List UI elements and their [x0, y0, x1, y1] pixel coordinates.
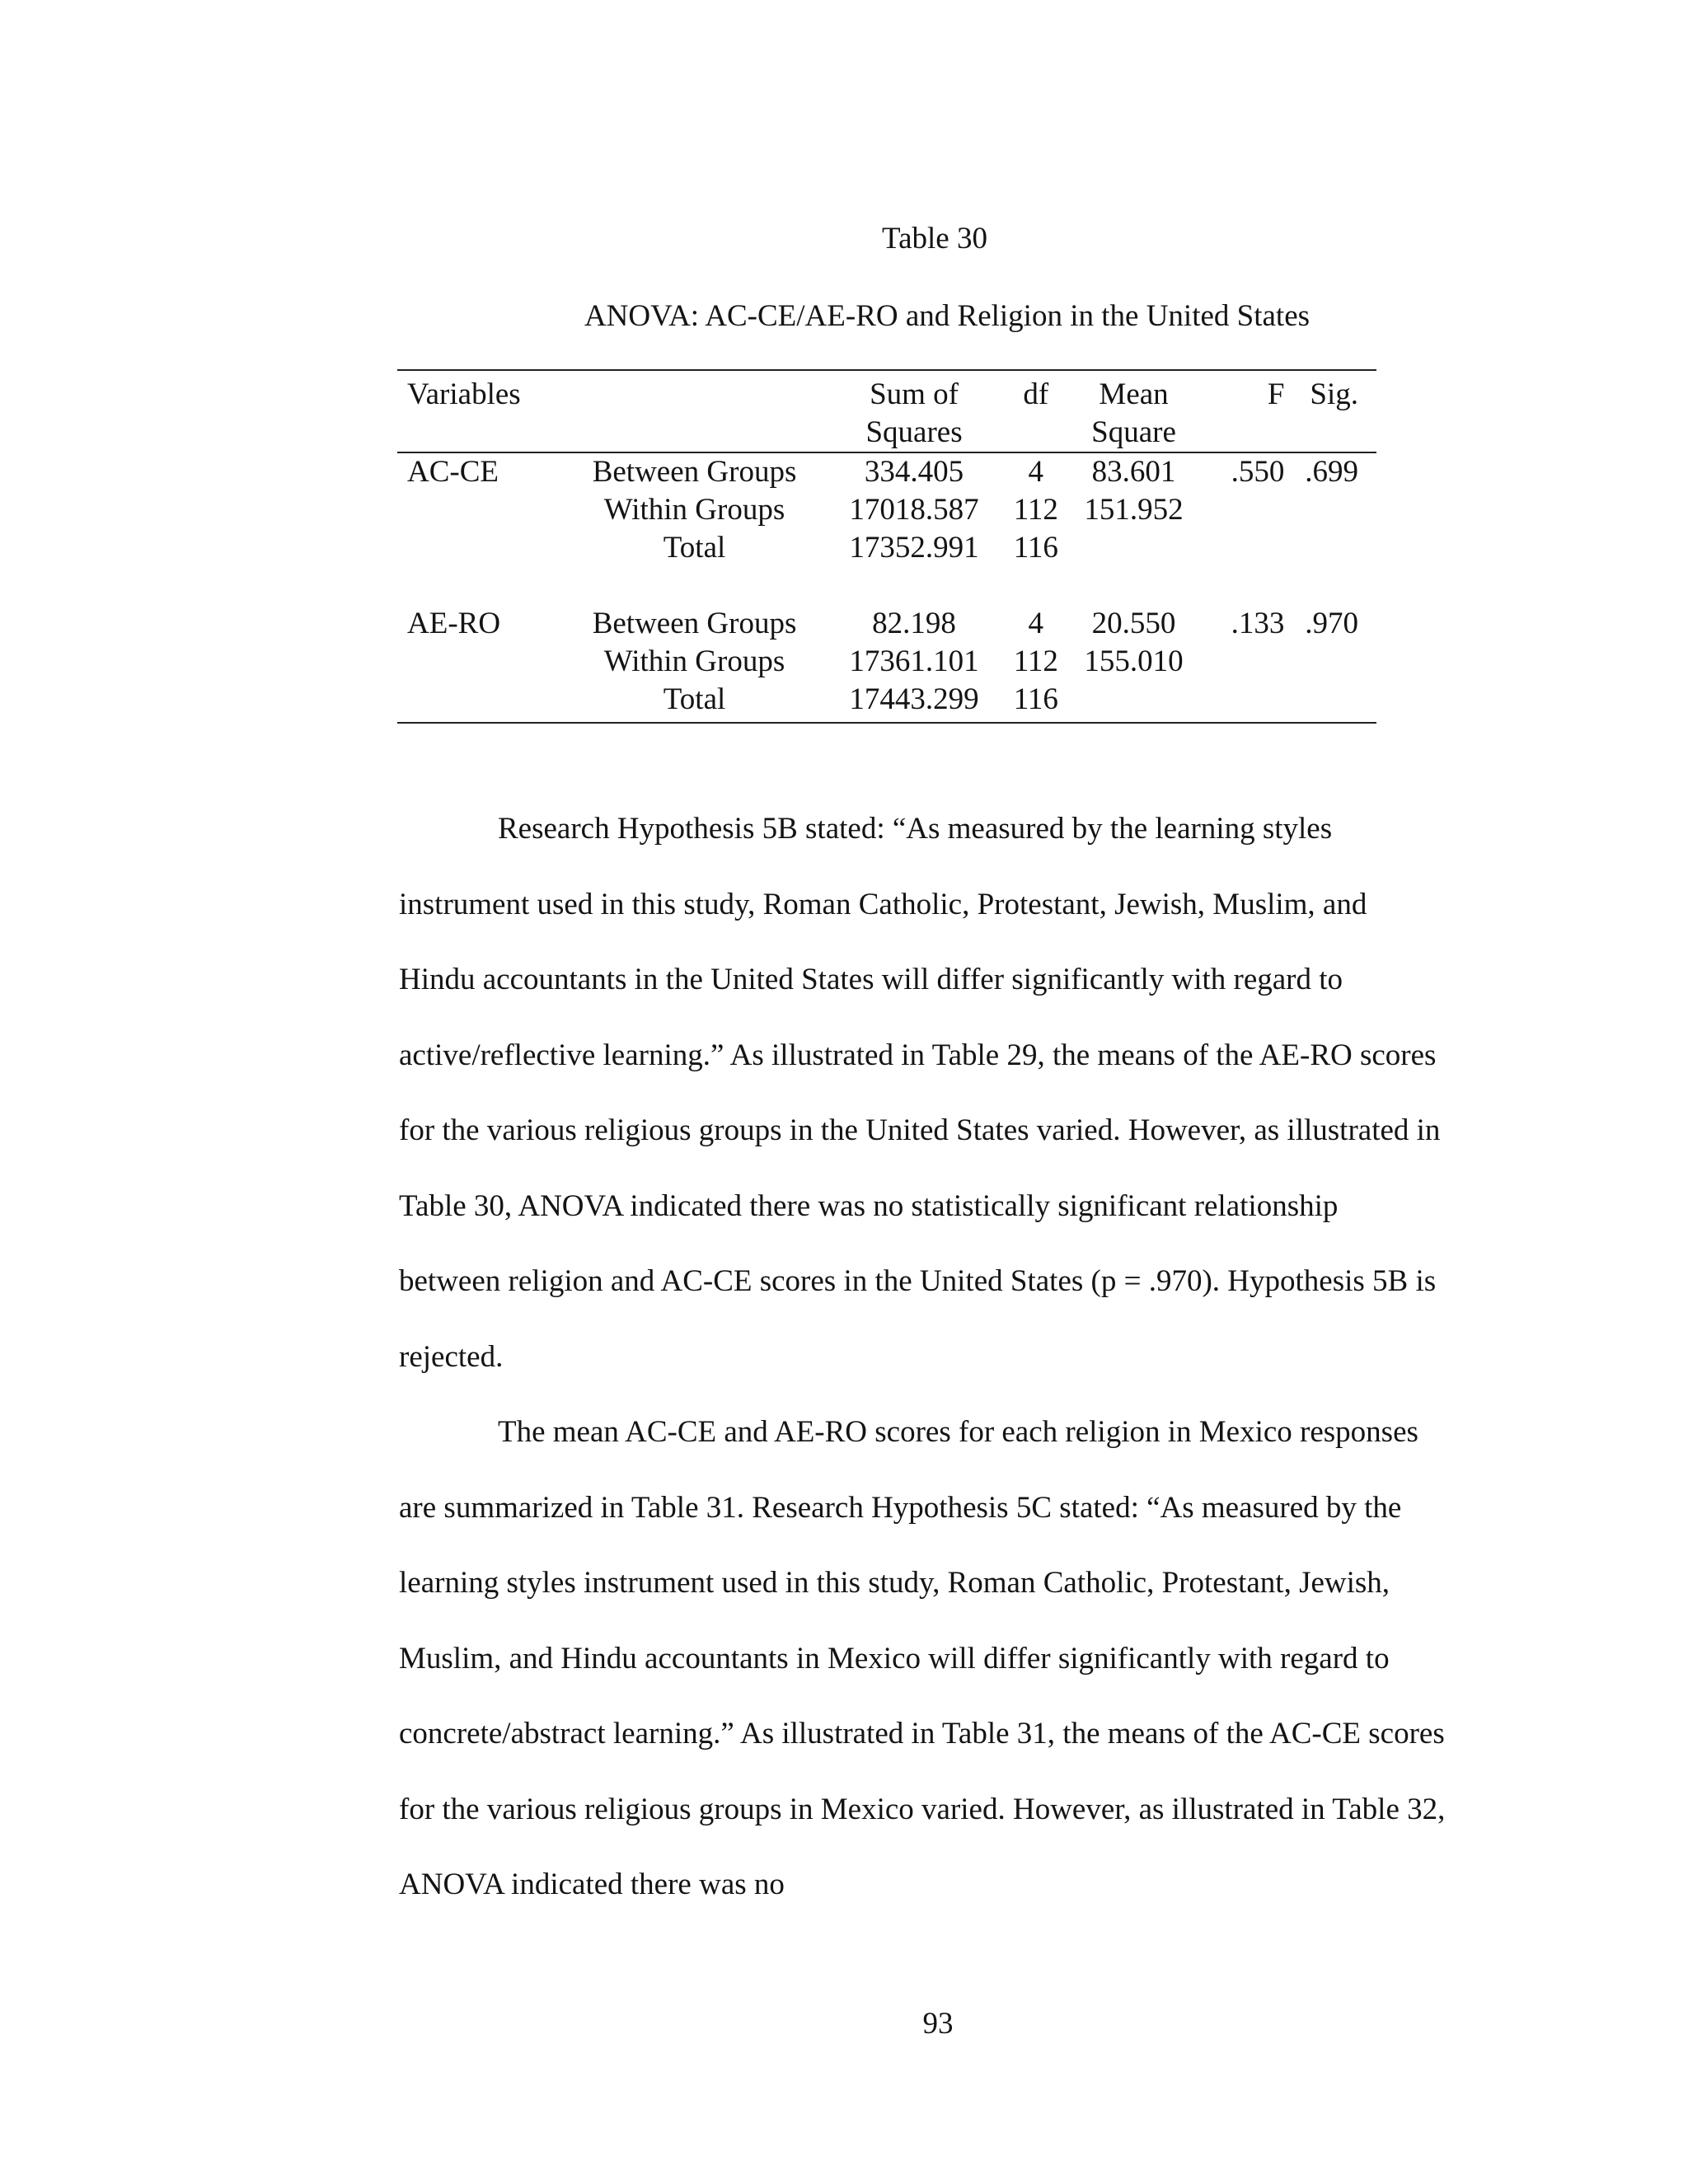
table-row: [397, 491, 1376, 529]
source-cell: Within Groups: [603, 493, 785, 527]
table-row: [397, 681, 1376, 723]
header-sum-of-squares-2: Squares: [827, 414, 1002, 452]
header-df: df: [1001, 370, 1070, 414]
table-row: [397, 529, 1376, 567]
f-cell: [1198, 529, 1284, 567]
page-number: 93: [922, 2007, 954, 2041]
table-row: [397, 452, 1376, 491]
source-cell: Between Groups: [592, 607, 797, 640]
f-cell: .133: [1231, 607, 1285, 640]
ms-cell: 151.952: [1084, 493, 1184, 527]
table-row: [397, 643, 1376, 681]
sig-cell: .970: [1305, 607, 1358, 640]
ms-cell: [1070, 529, 1198, 567]
ss-cell: 17361.101: [849, 644, 979, 678]
variable-name: AE-RO: [407, 607, 501, 640]
ss-cell: 17018.587: [849, 493, 979, 527]
table-spacer-row: [397, 567, 1376, 605]
header-source: [562, 370, 826, 414]
header-mean-square-1: Mean: [1070, 370, 1198, 414]
variable-name: AC-CE: [407, 455, 499, 489]
table-row: [397, 605, 1376, 643]
table-title: ANOVA: AC-CE/AE-RO and Religion in the United States: [584, 299, 1311, 333]
ss-cell: 82.198: [872, 607, 956, 640]
ms-cell: 83.601: [1091, 455, 1176, 489]
sig-cell: .699: [1305, 455, 1358, 489]
df-cell: 116: [1013, 531, 1058, 565]
ss-cell: 334.405: [864, 455, 964, 489]
header-mean-square-2: Square: [1070, 414, 1198, 452]
header-variables: Variables: [397, 370, 562, 414]
ss-cell: 17352.991: [849, 531, 979, 565]
ss-cell: 17443.299: [827, 681, 1002, 723]
table-header-row: [397, 414, 1376, 452]
df-cell: 116: [1001, 681, 1070, 723]
sig-cell: [1284, 681, 1376, 723]
f-cell: [1198, 643, 1284, 681]
body-text: [399, 791, 1446, 1923]
header-sig: Sig.: [1284, 370, 1376, 414]
df-cell: 4: [1028, 607, 1043, 640]
header-sum-of-squares-1: Sum of: [827, 370, 1002, 414]
ms-cell: 155.010: [1084, 644, 1184, 678]
ms-cell: 20.550: [1091, 607, 1176, 640]
f-cell: [1198, 681, 1284, 723]
df-cell: 4: [1028, 455, 1043, 489]
source-cell: Total: [562, 681, 826, 723]
source-cell: Within Groups: [603, 644, 785, 678]
source-cell: Between Groups: [592, 455, 797, 489]
ms-cell: [1070, 681, 1198, 723]
anova-table: [397, 369, 1376, 724]
table-number: Table 30: [882, 222, 987, 255]
df-cell: 112: [1013, 493, 1058, 527]
header-f: F: [1198, 370, 1284, 414]
paragraph: Research Hypothesis 5B stated: “As measured by the learning styles instrument used in this study, Roman Catholic, Protestant, Jewish, Muslim, and Hindu accountants in the United States will differ significantly with regard to active/reflective learning.” As illustrated in Table 29, the means of the AE-RO scores for the various religious groups in the United States varied. However, as illustrated in Table 30, ANOVA indicated there was no statistically significant relationship between religion and AC-CE scores in the United States (p = .970). Hypothesis 5B is rejected.: [399, 812, 1441, 1374]
table-header-row: [397, 370, 1376, 414]
sig-cell: [1284, 643, 1376, 681]
sig-cell: [1284, 491, 1376, 529]
paragraph: The mean AC-CE and AE-RO scores for each religion in Mexico responses are summarized in Table 31. Research Hypothesis 5C stated: “As measured by the learning styles instrument used in this study, Roman Catholic, Protestant, Jewish, Muslim, and Hindu accountants in Mexico will differ significantly with regard to concrete/abstract learning.” As illustrated in Table 31, the means of the AC-CE scores for the various religious groups in Mexico varied. However, as illustrated in Table 32, ANOVA indicated there was no: [399, 1415, 1446, 1901]
f-cell: [1198, 491, 1284, 529]
sig-cell: [1284, 529, 1376, 567]
source-cell: Total: [663, 531, 726, 565]
f-cell: .550: [1231, 455, 1285, 489]
df-cell: 112: [1013, 644, 1058, 678]
